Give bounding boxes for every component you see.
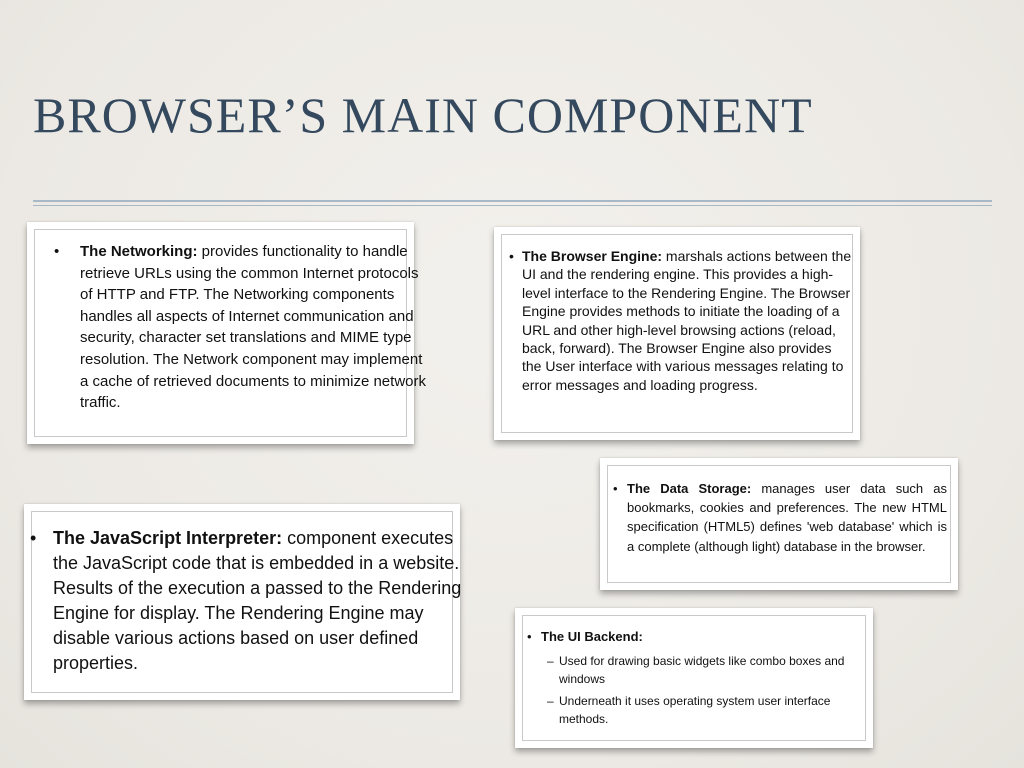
bullet-icon: • <box>509 248 514 264</box>
slide-title: BROWSER’S MAIN COMPONENT <box>33 87 813 143</box>
bullet-icon: • <box>30 528 37 548</box>
ui-backend-subitem <box>547 652 847 688</box>
bullet-icon: • <box>54 243 60 260</box>
browser-engine-card <box>494 227 860 440</box>
networking-card <box>27 222 426 444</box>
data-storage-card <box>600 458 958 590</box>
data-storage-heading: The Data Storage: <box>627 481 752 496</box>
networking-text: provides functionality to handle retrieve URLs using the common Internet protocols of HTTP and FTP. The Networking components handles all aspects of Internet communication and security, character set translations and MIME type resolution. The Network component may implement a cache of retrieved documents to minimize network traffic. <box>80 243 426 412</box>
browser-engine-bullet <box>509 247 852 394</box>
networking-bullet <box>54 241 430 414</box>
ui-backend-card <box>515 608 873 748</box>
title-divider-top <box>33 200 992 202</box>
data-storage-text: manages user data such as bookmarks, cookies and preferences. The new HTML specification (HTML5) defines 'web database' which is a complete (although light) database in the browser. <box>627 481 947 554</box>
ui-backend-subitem-text: Used for drawing basic widgets like combo boxes and windows <box>559 654 845 686</box>
ui-backend-bullet <box>527 628 861 646</box>
dash-icon: – <box>547 654 554 668</box>
networking-heading: The Networking: <box>80 243 198 260</box>
javascript-interpreter-text: component executes the JavaScript code that is embedded in a website. Results of the execution a passed to the Rendering Engine for display. The Rendering Engine may disable various actions based on user defined properties. <box>53 528 462 673</box>
ui-backend-subitem <box>547 692 847 728</box>
bullet-icon: • <box>613 481 618 496</box>
dash-icon: – <box>547 694 554 708</box>
browser-engine-heading: The Browser Engine: <box>522 248 663 264</box>
ui-backend-heading: The UI Backend: <box>541 629 643 644</box>
title-divider-bottom <box>33 205 992 206</box>
javascript-interpreter-bullet <box>30 526 463 676</box>
data-storage-bullet <box>613 479 947 556</box>
javascript-interpreter-heading: The JavaScript Interpreter: <box>53 528 283 548</box>
bullet-icon: • <box>527 629 532 644</box>
ui-backend-subitem-text: Underneath it uses operating system user interface methods. <box>559 694 831 726</box>
ui-backend-subitems <box>547 652 847 732</box>
browser-engine-text: marshals actions between the UI and the rendering engine. This provides a high-level interface to the Rendering Engine. The Browser Engine provides methods to initiate the loading of a URL and other high-level browsing actions (reload, back, forward). The Browser Engine also provides the User interface with various messages relating to error messages and loading progress. <box>522 248 852 393</box>
javascript-interpreter-card <box>24 504 460 700</box>
